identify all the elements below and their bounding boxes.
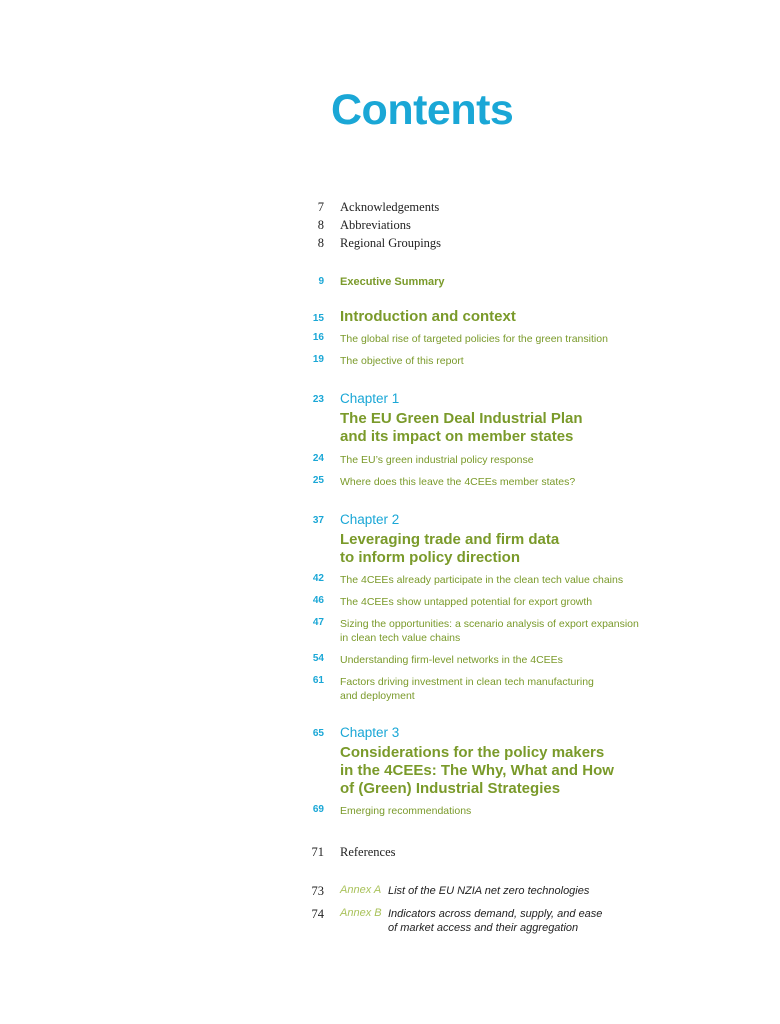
- chapter-title: [340, 410, 583, 446]
- entry-label: Understanding firm-level networks in the 4CEEs: [340, 654, 563, 666]
- chapter-title-line: Leveraging trade and firm data: [340, 531, 560, 548]
- page-number: 47: [312, 617, 324, 628]
- entry-label: The 4CEEs already participate in the clean tech value chains: [340, 574, 624, 586]
- page-number: 46: [312, 595, 324, 606]
- page-number: 16: [312, 332, 324, 343]
- chapter-title: [340, 531, 559, 567]
- annex-title: List of the EU NZIA net zero technologies: [388, 885, 590, 897]
- entry-label: Acknowledgements: [340, 200, 440, 214]
- page-number: 37: [312, 515, 324, 526]
- chapter-title: [340, 744, 614, 798]
- chapter-title-line: in the 4CEEs: The Why, What and How: [340, 762, 614, 779]
- page-number: 74: [311, 907, 324, 921]
- page-number: 7: [317, 200, 324, 214]
- page-number: 61: [312, 675, 324, 686]
- annex-title-line: Indicators across demand, supply, and ease: [388, 908, 603, 920]
- entry-label: References: [340, 845, 396, 859]
- chapter-title-line: The EU Green Deal Industrial Plan: [340, 410, 583, 427]
- entry-label-line: in clean tech value chains: [340, 632, 461, 644]
- entry-label: The 4CEEs show untapped potential for export growth: [340, 596, 593, 608]
- entry-label: Executive Summary: [340, 276, 445, 288]
- entry-label-line: and deployment: [340, 690, 415, 702]
- chapter-title-line: and its impact on member states: [340, 428, 574, 445]
- annex-label: Annex A: [340, 884, 382, 896]
- page-title: Contents: [331, 86, 514, 134]
- page-number: 8: [317, 218, 324, 232]
- page-number: 15: [312, 313, 324, 324]
- entry-label: Where does this leave the 4CEEs member states?: [340, 476, 576, 488]
- entry-label: Regional Groupings: [340, 236, 442, 250]
- entry-label-line: Sizing the opportunities: a scenario analysis of export expansion: [340, 618, 639, 630]
- page-number: 42: [312, 573, 324, 584]
- entry-label: The objective of this report: [340, 355, 464, 367]
- page-number: 19: [312, 354, 324, 365]
- entry-label: Abbreviations: [340, 218, 411, 232]
- page-number: 54: [312, 653, 324, 664]
- chapter-label: Chapter 3: [340, 725, 400, 740]
- page-number: 71: [311, 845, 324, 859]
- entry-label: [340, 617, 639, 645]
- page-number: 24: [312, 453, 324, 464]
- page-number: 25: [312, 475, 324, 486]
- chapter-label: Chapter 1: [340, 391, 400, 406]
- chapter-label: Chapter 2: [340, 512, 400, 527]
- entry-label: Emerging recommendations: [340, 805, 472, 817]
- chapter-title-line: of (Green) Industrial Strategies: [340, 780, 561, 797]
- entry-label: [340, 675, 594, 703]
- page-number: 9: [318, 276, 324, 287]
- chapter-title-line: to inform policy direction: [340, 549, 521, 566]
- entry-label: The EU’s green industrial policy response: [340, 454, 534, 466]
- page-number: 8: [317, 236, 324, 250]
- page-number: 65: [312, 728, 324, 739]
- page-number: 69: [312, 804, 324, 815]
- page-number: 73: [311, 884, 324, 898]
- annex-title: [388, 907, 602, 935]
- entry-label-line: Factors driving investment in clean tech manufacturing: [340, 676, 594, 688]
- chapter-title-line: Considerations for the policy makers: [340, 744, 605, 761]
- annex-label: Annex B: [340, 907, 382, 919]
- page-number: 23: [312, 394, 324, 405]
- annex-title-line: of market access and their aggregation: [388, 922, 579, 934]
- section-title: Introduction and context: [340, 308, 516, 325]
- entry-label: The global rise of targeted policies for the green transition: [340, 333, 608, 345]
